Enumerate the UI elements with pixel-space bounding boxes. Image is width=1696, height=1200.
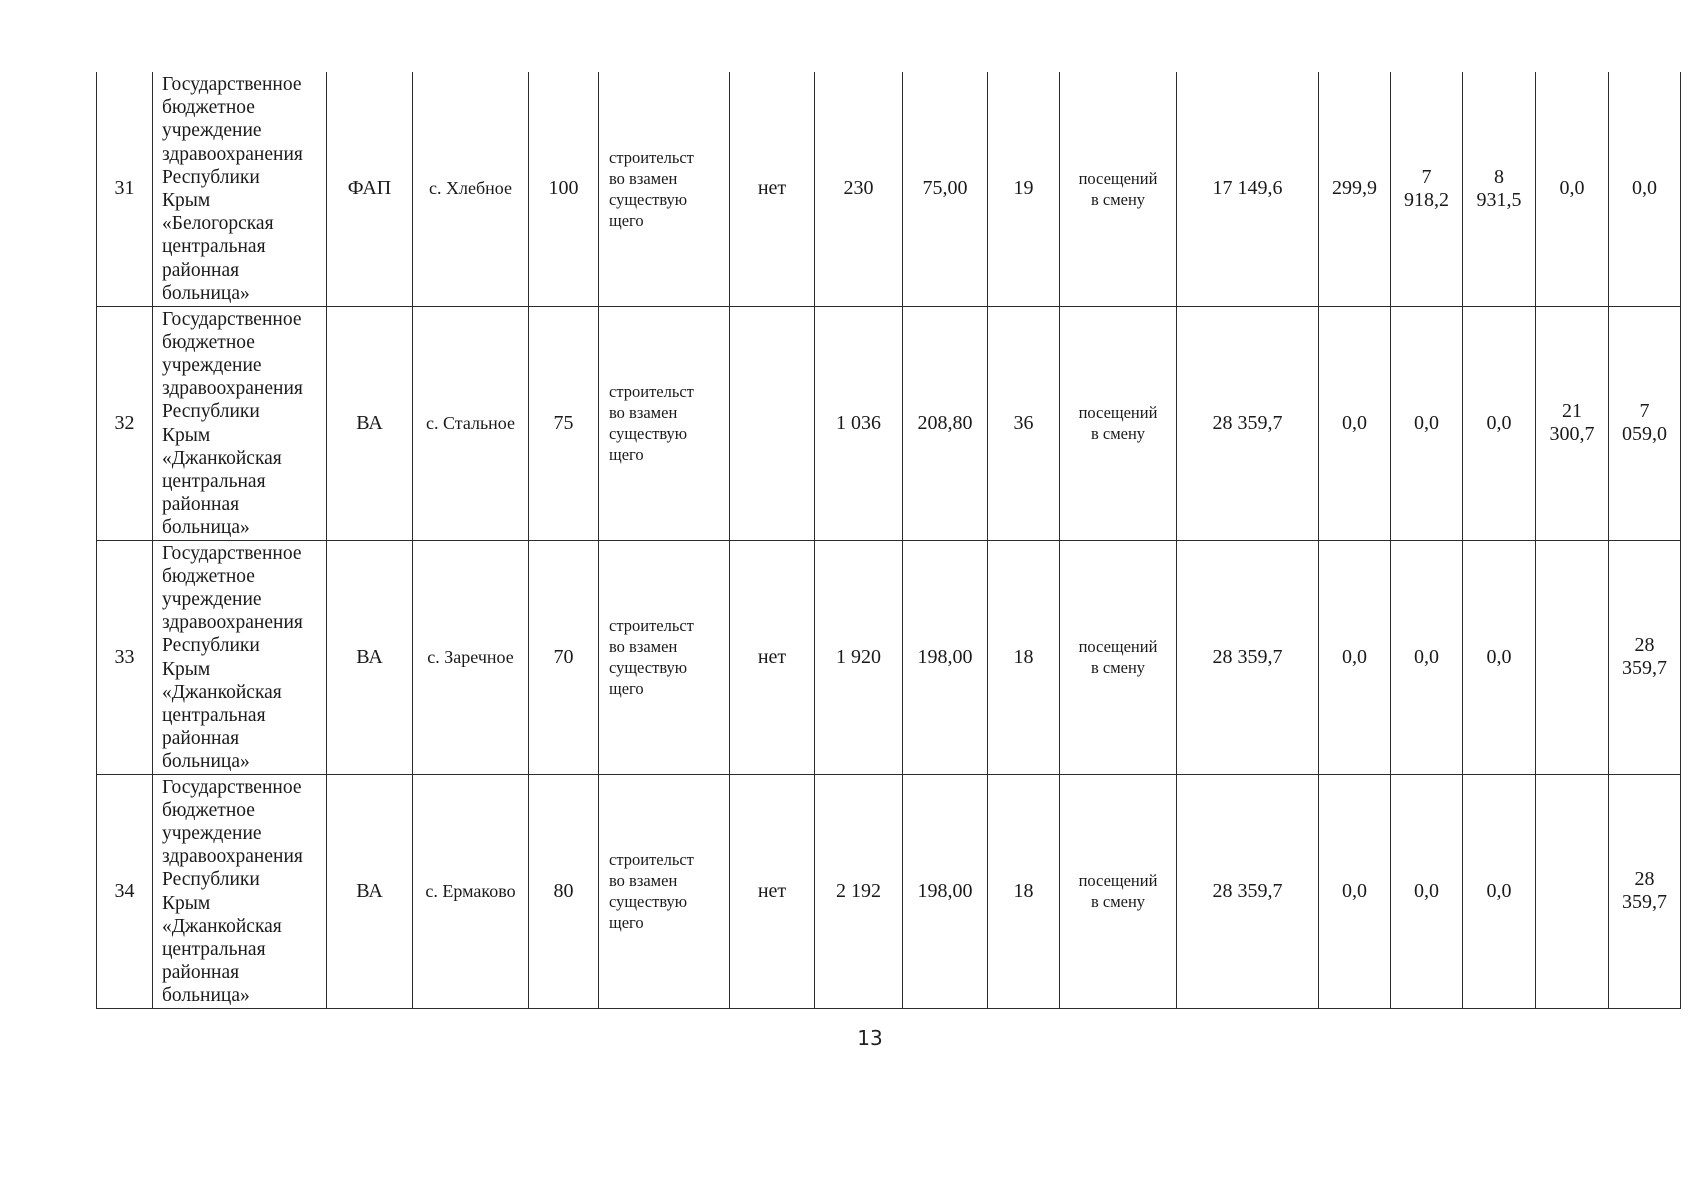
row-number-cell: 33: [97, 540, 153, 774]
area-cell: 198,00: [903, 540, 988, 774]
facility-type-cell: ВА: [327, 306, 413, 540]
settlement-cell: с. Хлебное: [413, 72, 529, 306]
amount-cell-3: 0,0: [1463, 306, 1536, 540]
amount-cell-5: 28 359,7: [1609, 540, 1681, 774]
table-row: [97, 774, 1681, 1008]
value-cell: 1 036: [815, 306, 903, 540]
value-cell: 230: [815, 72, 903, 306]
total-cell: 28 359,7: [1177, 774, 1319, 1008]
area-cell: 198,00: [903, 774, 988, 1008]
count-cell: 18: [988, 540, 1060, 774]
table-row: [97, 72, 1681, 306]
area-cell: 208,80: [903, 306, 988, 540]
amount-cell-3: 0,0: [1463, 774, 1536, 1008]
flag-cell: нет: [730, 72, 815, 306]
settlement-cell: с. Заречное: [413, 540, 529, 774]
amount-cell-1: 0,0: [1319, 306, 1391, 540]
organization-cell: Государственное бюджетное учреждение здравоохранения Республики Крым «Джанкойская центральная районная больница»: [153, 774, 327, 1008]
amount-cell-2: 7 918,2: [1391, 72, 1463, 306]
capacity-cell: 70: [529, 540, 599, 774]
purpose-cell: строительст во взамен существую щего: [599, 72, 730, 306]
amount-cell-3: 0,0: [1463, 540, 1536, 774]
organization-cell: Государственное бюджетное учреждение здравоохранения Республики Крым «Джанкойская центральная районная больница»: [153, 306, 327, 540]
amount-cell-1: 0,0: [1319, 540, 1391, 774]
amount-cell-4: [1536, 774, 1609, 1008]
amount-cell-2: 0,0: [1391, 540, 1463, 774]
row-number-cell: 34: [97, 774, 153, 1008]
amount-cell-4: 21 300,7: [1536, 306, 1609, 540]
value-cell: 2 192: [815, 774, 903, 1008]
organization-cell: Государственное бюджетное учреждение здравоохранения Республики Крым «Джанкойская центральная районная больница»: [153, 540, 327, 774]
total-cell: 28 359,7: [1177, 306, 1319, 540]
total-cell: 28 359,7: [1177, 540, 1319, 774]
organization-cell: Государственное бюджетное учреждение здравоохранения Республики Крым «Белогорская центральная районная больница»: [153, 72, 327, 306]
amount-cell-5: 0,0: [1609, 72, 1681, 306]
value-cell: 1 920: [815, 540, 903, 774]
amount-cell-4: [1536, 540, 1609, 774]
purpose-cell: строительст во взамен существую щего: [599, 306, 730, 540]
table-row: [97, 306, 1681, 540]
amount-cell-2: 0,0: [1391, 774, 1463, 1008]
count-cell: 18: [988, 774, 1060, 1008]
page-number: 13: [857, 1026, 883, 1050]
amount-cell-5: 7 059,0: [1609, 306, 1681, 540]
amount-cell-5: 28 359,7: [1609, 774, 1681, 1008]
flag-cell: [730, 306, 815, 540]
amount-cell-1: 0,0: [1319, 774, 1391, 1008]
row-number-cell: 32: [97, 306, 153, 540]
amount-cell-2: 0,0: [1391, 306, 1463, 540]
count-cell: 19: [988, 72, 1060, 306]
amount-cell-3: 8 931,5: [1463, 72, 1536, 306]
purpose-cell: строительст во взамен существую щего: [599, 540, 730, 774]
table-row: [97, 540, 1681, 774]
capacity-cell: 75: [529, 306, 599, 540]
unit-cell: посещений в смену: [1060, 774, 1177, 1008]
amount-cell-4: 0,0: [1536, 72, 1609, 306]
count-cell: 36: [988, 306, 1060, 540]
facility-type-cell: ВА: [327, 540, 413, 774]
settlement-cell: с. Ермаково: [413, 774, 529, 1008]
capacity-cell: 100: [529, 72, 599, 306]
flag-cell: нет: [730, 774, 815, 1008]
row-number-cell: 31: [97, 72, 153, 306]
flag-cell: нет: [730, 540, 815, 774]
settlement-cell: с. Стальное: [413, 306, 529, 540]
facility-type-cell: ВА: [327, 774, 413, 1008]
total-cell: 17 149,6: [1177, 72, 1319, 306]
amount-cell-1: 299,9: [1319, 72, 1391, 306]
unit-cell: посещений в смену: [1060, 72, 1177, 306]
facilities-table: [96, 72, 1681, 1009]
unit-cell: посещений в смену: [1060, 306, 1177, 540]
facility-type-cell: ФАП: [327, 72, 413, 306]
capacity-cell: 80: [529, 774, 599, 1008]
area-cell: 75,00: [903, 72, 988, 306]
unit-cell: посещений в смену: [1060, 540, 1177, 774]
purpose-cell: строительст во взамен существую щего: [599, 774, 730, 1008]
